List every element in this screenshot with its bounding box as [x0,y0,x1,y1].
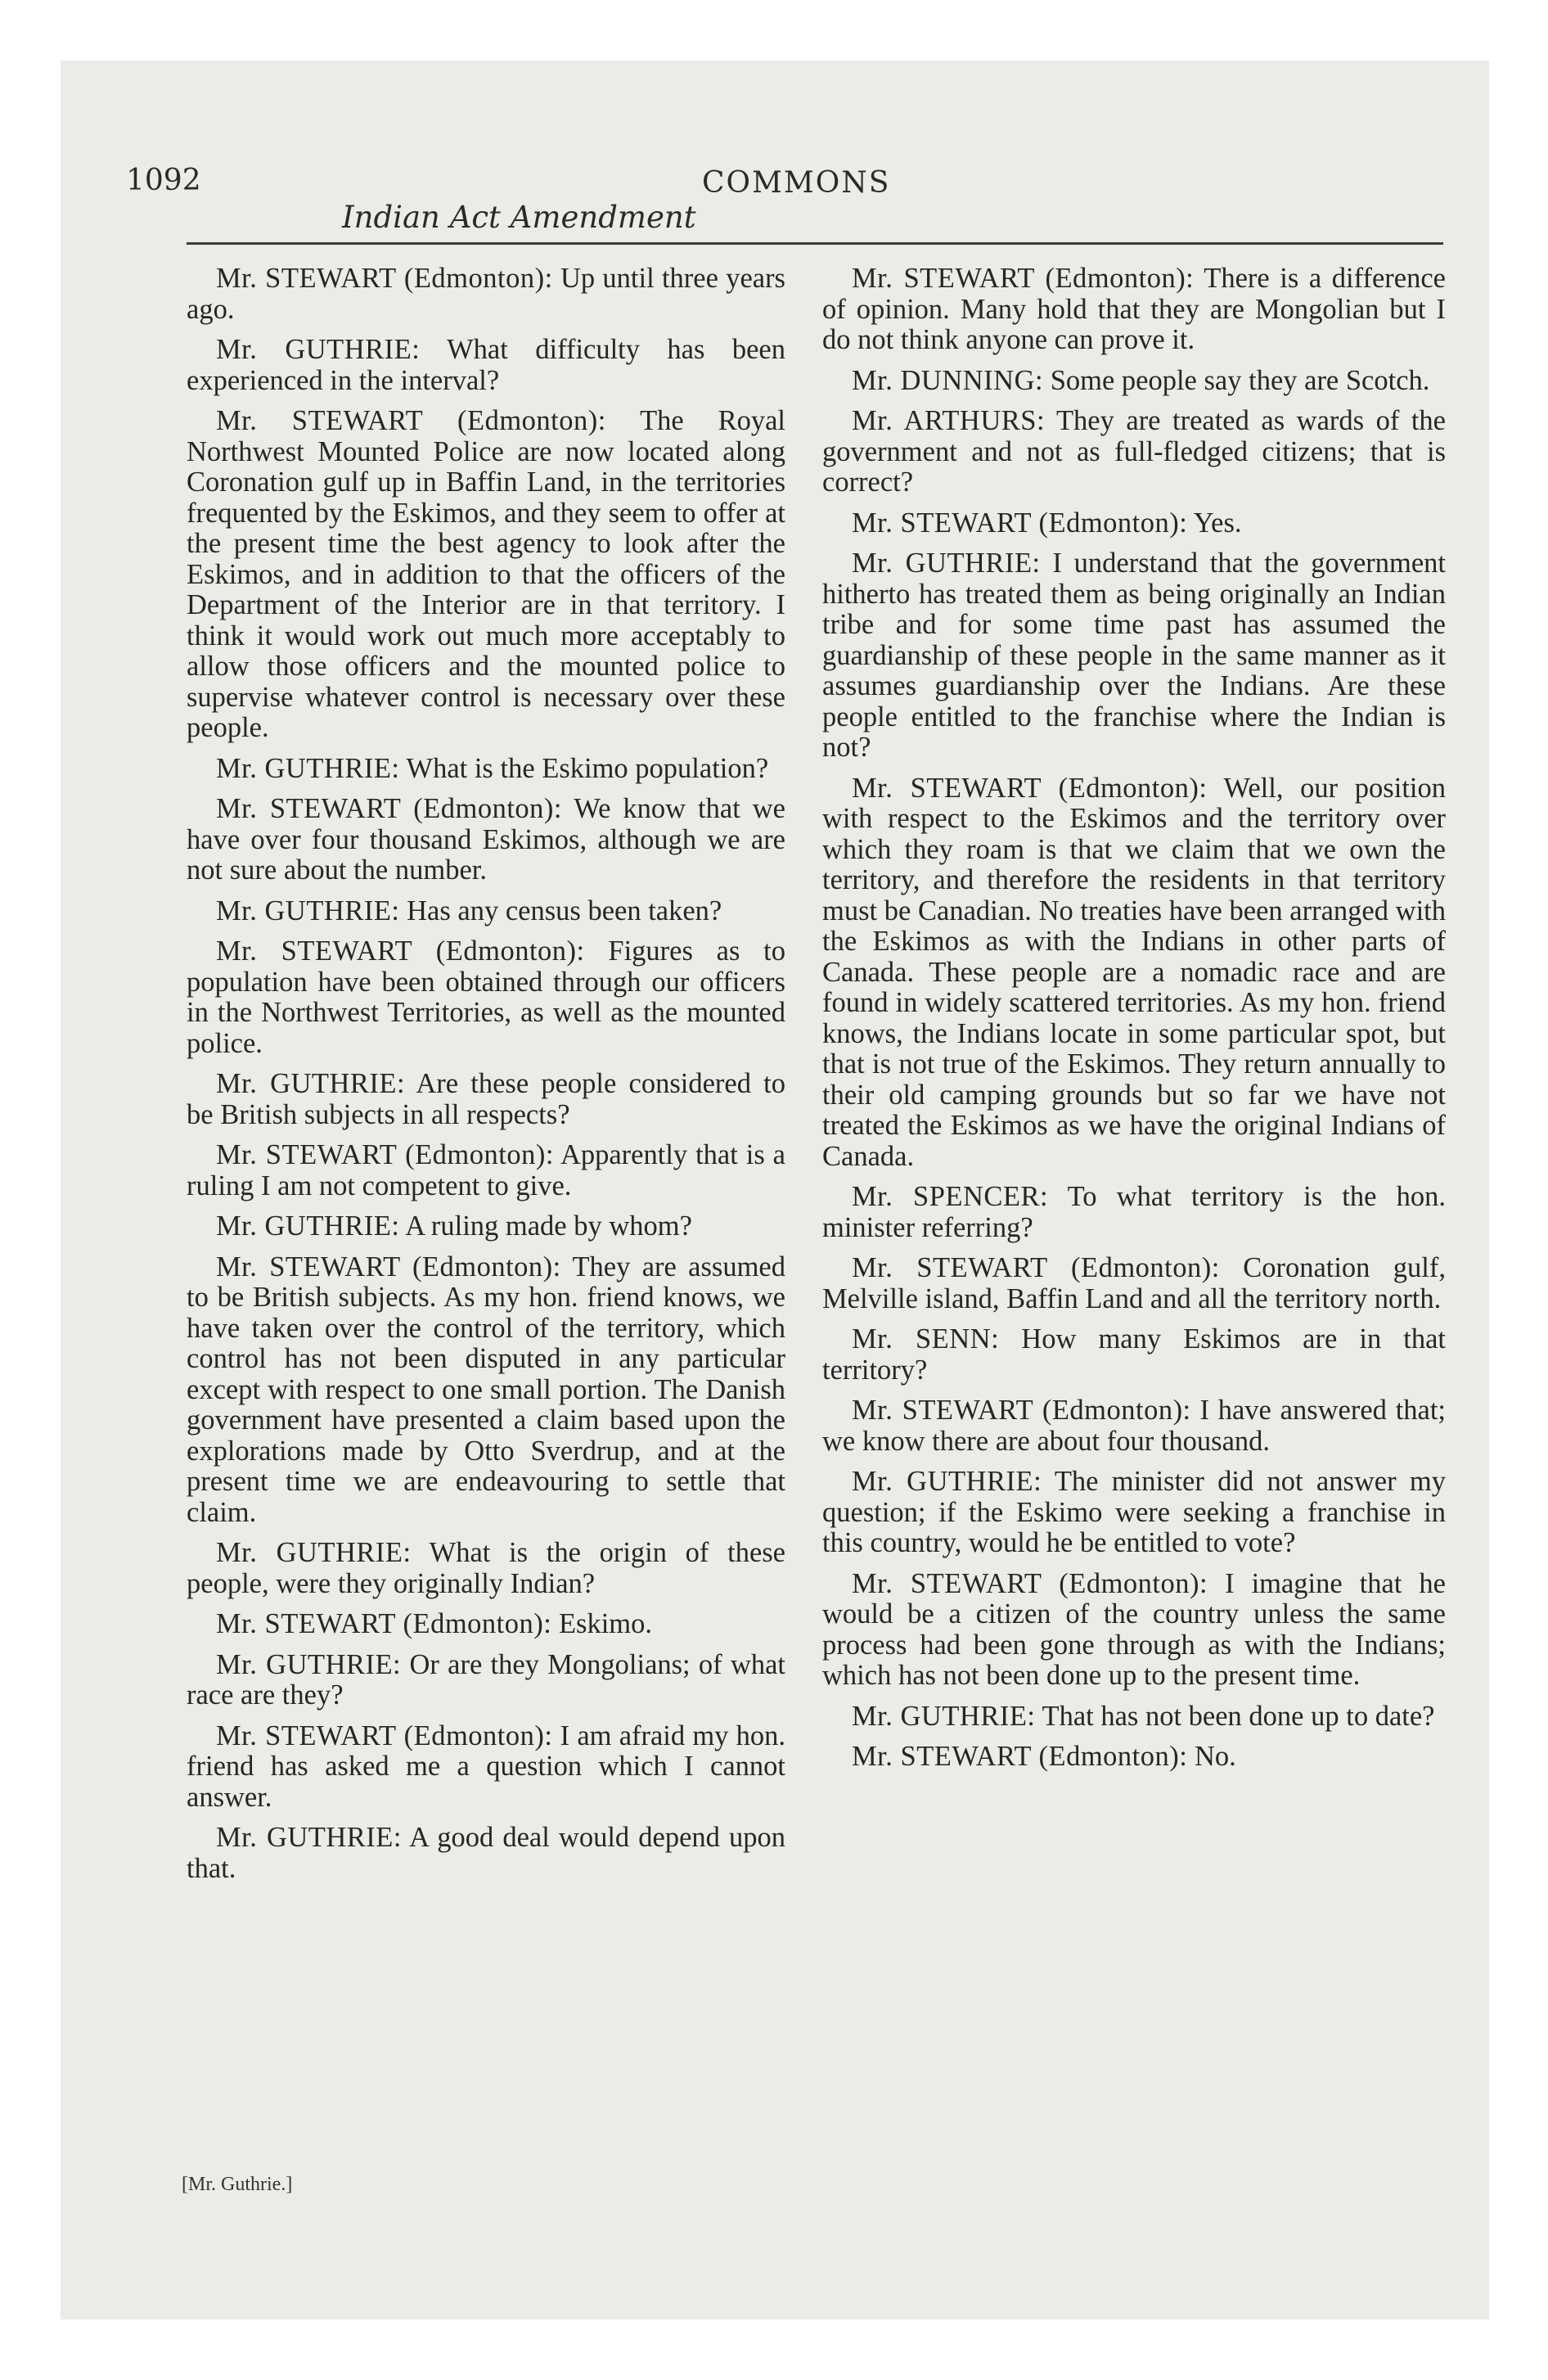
speech-text: No. [1194,1741,1236,1772]
speech-text: A good deal would depend upon that. [187,1822,785,1884]
speaker-name: Mr. STEWART (Edmonton): [216,1608,552,1639]
speaker-name: Mr. SPENCER: [852,1181,1049,1212]
speaker-name: Mr. GUTHRIE: [216,895,400,926]
speech-paragraph [187,1211,785,1242]
speech-text: I understand that the government hitherto has treated them as being originally an Indian tribe and for some time past has assumed the guardianship of these people in the same manner as it assumes guardianship over the Indians. Are these people entitled to the franchise where the Indian is not? [822,548,1446,763]
speaker-name: Mr. STEWART (Edmonton): [852,1567,1208,1599]
speech-paragraph [822,508,1446,539]
speech-paragraph [822,1569,1446,1692]
speech-paragraph [187,1609,785,1640]
speech-paragraph [187,1252,785,1529]
speaker-name: Mr. STEWART (Edmonton): [216,1720,553,1751]
speech-paragraph [187,1823,785,1884]
speech-text: How many Eskimos are in that territory? [822,1323,1447,1386]
speaker-name: Mr. GUTHRIE: [216,1822,402,1853]
speech-text: Yes. [1193,507,1242,539]
speech-text: The Royal Northwest Mounted Police are now located along Coronation gulf up in Baffin Land, in the territories frequented by the Eskimos, and they seem to offer at the present time the best agency to look after the Eskimos, and in addition to that the officers of the Department of the Interior are in that territory. I think it would work out much more acceptably to allow those officers and the mounted police to supervise whatever control is necessary over these people. [187,405,785,743]
speech-paragraph [822,366,1446,397]
speech-paragraph [187,1140,785,1201]
speech-text: They are treated as wards of the government and not as full-fledged citizens; that is correct? [822,405,1446,498]
speech-text: Up until three years ago. [187,263,785,325]
speaker-name: Mr. STEWART (Edmonton): [852,772,1208,804]
speaker-name: Mr. STEWART (Edmonton): [852,1395,1191,1426]
speaker-name: Mr. GUTHRIE: [852,548,1041,579]
speech-text: I am afraid my hon. friend has asked me a question which I cannot answer. [187,1720,785,1813]
header-rule [187,242,1443,245]
speech-paragraph [187,754,785,785]
speech-paragraph [822,1742,1446,1773]
speech-paragraph [822,773,1446,1173]
speech-paragraph [822,264,1446,356]
page-number: 1092 [126,164,201,197]
speaker-name: Mr. STEWART (Edmonton): [852,1252,1220,1283]
speech-text: I have answered that; we know there are about four thousand. [822,1395,1447,1457]
speech-text: Has any census been taken? [407,895,722,926]
page-header [126,164,1443,242]
speech-paragraph [822,1324,1446,1386]
speaker-name: Mr. SENN: [852,1323,1000,1355]
speaker-name: Mr. GUTHRIE: [216,752,400,784]
speech-paragraph [822,1182,1446,1243]
speech-paragraph [187,1538,785,1599]
speech-paragraph [187,1069,785,1130]
speech-text: What difficulty has been experienced in the interval? [187,334,785,396]
speaker-name: Mr. STEWART (Edmonton): [216,935,585,967]
speaker-name: Mr. STEWART (Edmonton): [216,1139,554,1170]
speech-text: Apparently that is a ruling I am not competent to give. [187,1139,785,1201]
speech-text: What is the Eskimo population? [406,752,769,784]
speech-text: They are assumed to be British subjects. As my hon. friend knows, we have taken over the control of the territory, which control has not been disputed in any particular except with respect to one small portion. The Danish government have presented a claim based upon the explorations made by Otto Sverdrup, and at the present time we are endeavouring to settle that claim. [187,1251,785,1528]
speaker-name: Mr. STEWART (Edmonton): [216,1251,561,1282]
speaker-name: Mr. STEWART (Edmonton): [852,1741,1188,1772]
speaker-name: Mr. STEWART (Edmonton): [216,263,553,294]
speech-paragraph [822,1253,1446,1314]
speech-paragraph [822,1702,1446,1733]
speech-text: I imagine that he would be a citizen of the country unless the same process had been gone through as with the Indians; which has not been done up to the present time. [822,1567,1446,1691]
speaker-name: Mr. GUTHRIE: [216,1210,400,1242]
speech-text: Coronation gulf, Melville island, Baffin Land and all the territory north. [822,1252,1447,1314]
speaker-name: Mr. ARTHURS: [852,405,1046,436]
speech-paragraph [822,1395,1446,1457]
speaker-name: Mr. GUTHRIE: [216,1648,402,1680]
speech-text: Some people say they are Scotch. [1050,364,1430,396]
section-head: COMMONS [702,166,891,200]
running-head: Indian Act Amendment [342,200,696,235]
speech-text: The minister did not answer my question; if the Eskimo were seeking a franchise in this country, would he be entitled to vote? [822,1466,1446,1558]
speech-text: Are these people considered to be British subjects in all respects? [187,1068,785,1130]
footer-speaker-note: [Mr. Guthrie.] [182,2174,293,2195]
speech-paragraph [187,335,785,396]
speech-text: Or are they Mongolians; of what race are they? [187,1648,786,1711]
speech-paragraph [187,1650,785,1711]
speech-text: To what territory is the hon. minister referring? [822,1181,1446,1243]
speech-paragraph [822,406,1446,498]
speech-text: A ruling made by whom? [405,1210,692,1242]
speaker-name: Mr. GUTHRIE: [216,334,421,365]
speech-paragraph [187,1721,785,1814]
speech-text: That has not been done up to date? [1042,1700,1435,1732]
left-column [187,264,785,1894]
speech-text: There is a difference of opinion. Many hold that they are Mongolian but I do not think anyone can prove it. [822,263,1446,355]
speech-paragraph [822,548,1446,764]
speaker-name: Mr. DUNNING: [852,364,1044,396]
speech-paragraph [187,936,785,1059]
speaker-name: Mr. GUTHRIE: [216,1068,406,1099]
speaker-name: Mr. STEWART (Edmonton): [852,263,1195,294]
speaker-name: Mr. GUTHRIE: [852,1700,1036,1732]
speech-text: Well, our position with respect to the Eskimos and the territory over which they roam is that we claim that we own the territory, and therefore the residents in that territory must be Canadian. No treaties have been arranged with the Eskimos as with the Indians in other parts of Canada. These people are a nomadic race and are found in widely scattered territories. As my hon. friend knows, the Indians locate in some particular spot, but that is not true of the Eskimos. They return annually to their old camping grounds but so far we have not treated the Eskimos as we have the original Indians of Canada. [822,772,1446,1172]
speaker-name: Mr. STEWART (Edmonton): [852,507,1188,539]
speech-text: Eskimo. [558,1608,652,1639]
speech-text: What is the origin of these people, were they originally Indian? [187,1537,785,1599]
speaker-name: Mr. GUTHRIE: [852,1466,1042,1497]
speech-paragraph [187,406,785,744]
speaker-name: Mr. STEWART (Edmonton): [216,405,606,436]
speech-text: Figures as to population have been obtained through our officers in the Northwest Territories, as well as the mounted police. [187,935,786,1059]
speech-paragraph [187,896,785,927]
speech-paragraph [187,794,785,886]
speech-paragraph [187,264,785,325]
speaker-name: Mr. GUTHRIE: [216,1537,412,1568]
speaker-name: Mr. STEWART (Edmonton): [216,793,562,824]
speech-paragraph [822,1467,1446,1559]
right-column [822,264,1446,1783]
speech-text: We know that we have over four thousand Eskimos, although we are not sure about the number. [187,793,785,886]
